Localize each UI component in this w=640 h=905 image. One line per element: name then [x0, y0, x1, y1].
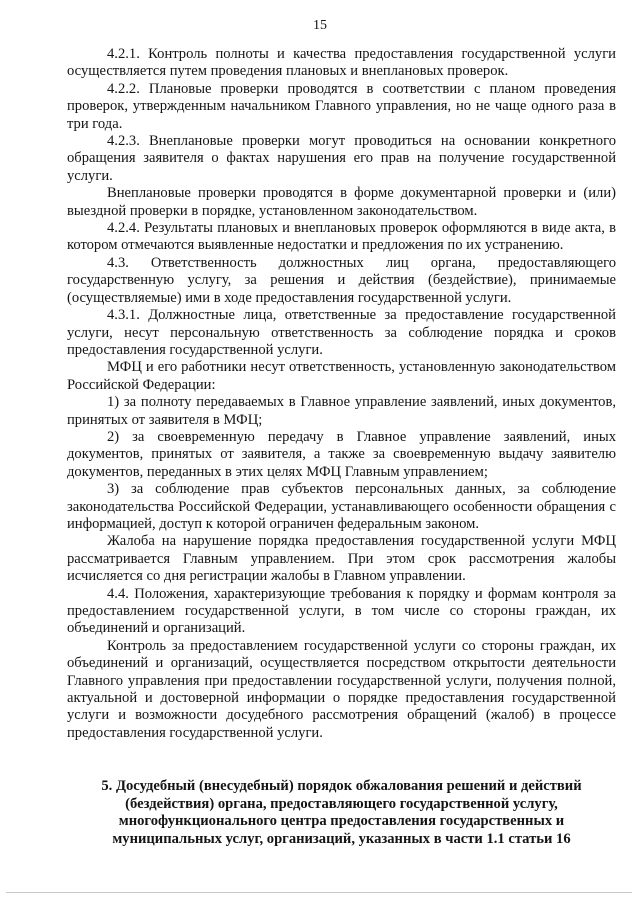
paragraph-4-2-3: 4.2.3. Внеплановые проверки могут проводиться на основании конкретного обращения заявителя о фактах нарушения его прав на получение государственной услуги. — [67, 133, 616, 184]
paragraph-4-2-4: 4.2.4. Результаты плановых и внеплановых проверок оформляются в виде акта, в котором отмечаются выявленные недостатки и предложения по их устранению. — [67, 220, 616, 254]
paragraph-4-2-1: 4.2.1. Контроль полноты и качества предоставления государственной услуги осуществляется путем проведения плановых и внеплановых проверок. — [67, 46, 616, 80]
bottom-divider — [6, 892, 632, 893]
paragraph-4-2-2: 4.2.2. Плановые проверки проводятся в соответствии с планом проведения проверок, утвержденным начальником Главного управления, но не чаще одного раза в три года. — [67, 80, 616, 132]
list-item-2: 2) за своевременную передачу в Главное управление заявлений, иных документов, принятых от заявителя, а также за своевременную выдачу заявителю документов, переданных в этих целях МФЦ Главным управлением; — [67, 428, 616, 480]
page-number: 15 — [313, 18, 327, 33]
paragraph-complaint: Жалоба на нарушение порядка предоставления государственной услуги МФЦ рассматривается Главным управлением. При этом срок рассмотрения жалобы исчисляется со дня регистрации жалобы в Главном управлении. — [67, 533, 616, 585]
paragraph-public-control: Контроль за предоставлением государственной услуги со стороны граждан, их объединений и организаций, осуществляется посредством открытости деятельности Главного управления при предоставлении государственной услуги, получения полной, актуальной и достоверной информации о порядке предоставления государственной услуги и возможности досудебного рассмотрения обращений (жалоб) в процессе предоставления государственной услуги. — [67, 637, 616, 741]
paragraph-4-4: 4.4. Положения, характеризующие требования к порядку и формам контроля за предоставлением государственной услуги, в том числе со стороны граждан, их объединений и организаций. — [67, 585, 616, 637]
list-item-3: 3) за соблюдение прав субъектов персональных данных, за соблюдение законодательства Российской Федерации, устанавливающего особенности обращения с информацией, доступ к которой ограничен федеральным законом. — [67, 481, 616, 532]
paragraph-mfc-responsibility: МФЦ и его работники несут ответственность, установленную законодательством Российской Федерации: — [67, 359, 616, 393]
paragraph-4-3: 4.3. Ответственность должностных лиц органа, предоставляющего государственную услугу, за решения и действия (бездействие), принимаемые (осуществляемые) ими в ходе предоставления государственной услуги. — [67, 254, 616, 306]
document-body — [67, 46, 616, 742]
paragraph-4-3-1: 4.3.1. Должностные лица, ответственные за предоставление государственной услуги, несут персональную ответственность за соблюдение порядка и сроков предоставления государственной услуги. — [67, 307, 616, 358]
paragraph-unscheduled-inspections: Внеплановые проверки проводятся в форме документарной проверки и (или) выездной проверки в порядке, установленном законодательством. — [67, 185, 616, 219]
list-item-1: 1) за полноту передаваемых в Главное управление заявлений, иных документов, принятых от заявителя в МФЦ; — [67, 394, 616, 428]
section-heading: 5. Досудебный (внесудебный) порядок обжалования решений и действий (бездействия) органа, предоставляющего государственной услугу, многофункционального центра предоставления государственных и муниципальных услуг, организаций, указанных в части 1.1 статьи 16 — [101, 778, 582, 847]
